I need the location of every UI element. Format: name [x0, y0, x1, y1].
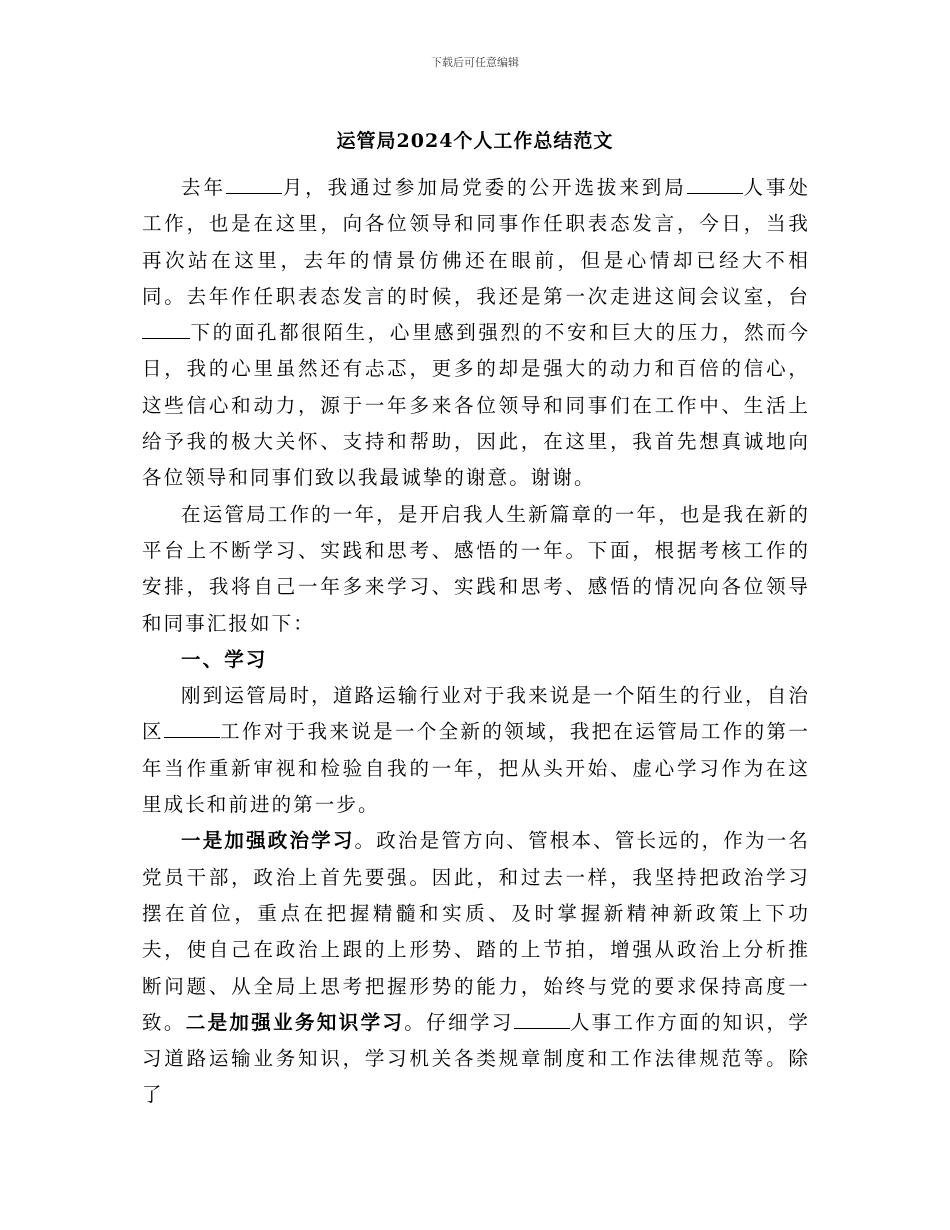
text-span: 下的面孔都很陌生，心里感到强烈的不安和巨大的压力，然而今日，我的心里虽然还有忐忑，更多的却是强大的动力和百倍的信心，这些信心和动力，源于一年多来各位领导和同事们在工作中、生活上给予我的极大关怀、支持和帮助，因此，在这里，我首先想真诚地向各位领导和同事们致以我最诚挚的谢意。谢谢。	[142, 321, 810, 490]
fill-in-blank	[687, 193, 743, 194]
paragraph-study-details	[142, 823, 810, 1113]
document-title: 运管局2024个人工作总结范文	[336, 130, 614, 152]
paragraph-study-intro	[142, 678, 810, 823]
text-span: 人事处工作，也是在这里，向各位领导和同事作任职表态发言，今日，当我再次站在这里，去年的情景仿佛还在眼前，但是心情却已经大不相同。去年作任职表态发言的时候，我还是第一次走进这间会议室，台	[142, 176, 810, 308]
text-span: 。仔细学习	[404, 1010, 514, 1034]
fill-in-blank	[514, 1028, 570, 1029]
text-span: 刚到运管局时，道路运输行业对于我来说是一个陌生的行业，自治区	[142, 684, 810, 744]
fill-in-blank	[164, 737, 220, 738]
text-span: 月，我通过参加局党委的公开选拔来到局	[281, 176, 687, 199]
page-header-note: 下载后可任意编辑	[431, 56, 519, 69]
document-body	[142, 170, 810, 1114]
text-span: 去年	[181, 176, 226, 199]
fill-in-blank	[226, 193, 282, 194]
text-span: 人事工作方面的知识，学习道路运输业务知识，学习机关各类规章制度和工作法律规范等。除了	[142, 1010, 810, 1107]
fill-in-blank	[142, 338, 190, 339]
section-heading-study: 一、学习	[181, 647, 268, 671]
bold-lead-political-study: 一是加强政治学习	[181, 829, 355, 853]
text-span: 工作对于我来说是一个全新的领域，我把在运管局工作的第一年当作重新审视和检验自我的一年，把从头开始、虚心学习作为在这里成长和前进的第一步。	[142, 720, 810, 817]
paragraph-intro	[142, 170, 810, 497]
paragraph-overview: 在运管局工作的一年，是开启我人生新篇章的一年，也是我在新的平台上不断学习、实践和思考、感悟的一年。下面，根据考核工作的安排，我将自己一年多来学习、实践和思考、感悟的情况向各位领导和同事汇报如下：	[142, 502, 810, 635]
bold-lead-business-study: 二是加强业务知识学习	[185, 1010, 405, 1034]
text-span: 。政治是管方向、管根本、管长远的，作为一名党员干部，政治上首先要强。因此，和过去一样，我坚持把政治学习摆在首位，重点在把握精髓和实质、及时掌握新精神新政策上下功夫，使自己在政治上跟的上形势、踏的上节拍，增强从政治上分析推断问题、从全局上思考把握形势的能力，始终与党的要求保持高度一致。	[142, 829, 810, 1034]
